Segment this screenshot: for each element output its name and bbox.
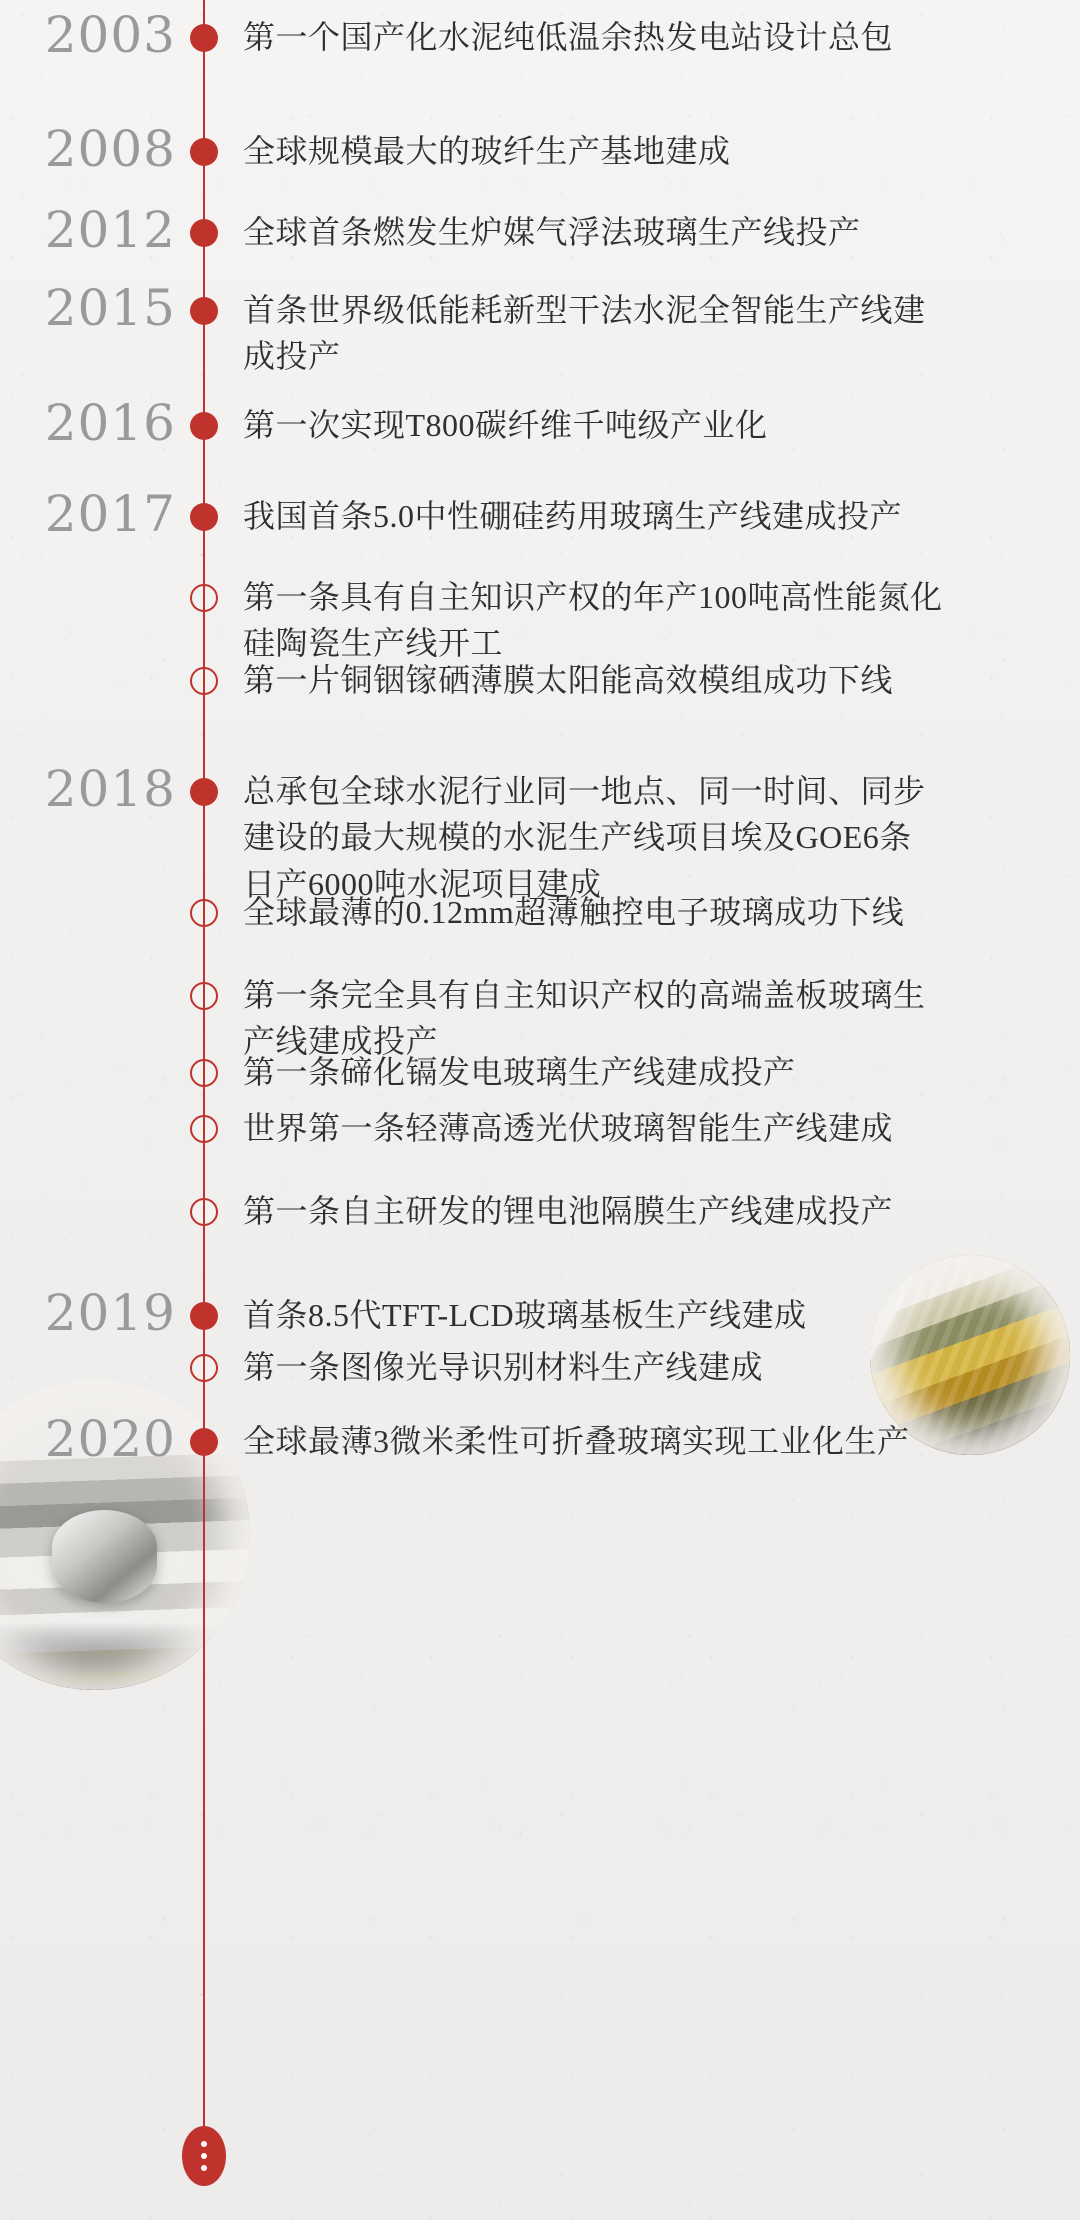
- timeline-entry-text: 第一个国产化水泥纯低温余热发电站设计总包: [243, 19, 894, 55]
- timeline-year-label: 2003: [44, 6, 176, 64]
- timeline-entry-text: 我国首条5.0中性硼硅药用玻璃生产线建成投产: [243, 498, 903, 534]
- timeline-entry-text: 第一条图像光导识别材料生产线建成: [243, 1349, 764, 1385]
- timeline-year-label: 2017: [44, 485, 176, 543]
- timeline-entry-text: 第一条碲化镉发电玻璃生产线建成投产: [243, 1054, 796, 1090]
- timeline-entry-text: 第一条完全具有自主知识产权的高端盖板玻璃生产线建成投产: [243, 977, 926, 1060]
- timeline-entry-text: 全球首条燃发生炉媒气浮法玻璃生产线投产: [243, 214, 861, 250]
- timeline-continues-icon: [182, 2126, 226, 2186]
- timeline-year-label: 2018: [44, 760, 176, 818]
- timeline-entry-text: 第一片铜铟镓硒薄膜太阳能高效模组成功下线: [243, 662, 894, 698]
- timeline-entry-text: 首条世界级低能耗新型干法水泥全智能生产线建成投产: [243, 292, 926, 375]
- timeline-entry-text: 第一条自主研发的锂电池隔膜生产线建成投产: [243, 1193, 894, 1229]
- timeline-year-label: 2015: [44, 279, 176, 337]
- timeline-year-label: 2020: [44, 1410, 176, 1468]
- timeline-entry-text: 世界第一条轻薄高透光伏玻璃智能生产线建成: [243, 1110, 894, 1146]
- timeline-year-label: 2008: [44, 120, 176, 178]
- timeline-entry-text: 第一次实现T800碳纤维千吨级产业化: [243, 407, 768, 443]
- timeline-entry-text: 总承包全球水泥行业同一地点、同一时间、同步建设的最大规模的水泥生产线项目埃及GOE6条日产6000吨水泥项目建成: [243, 773, 926, 902]
- timeline-entry-text: 全球最薄的0.12mm超薄触控电子玻璃成功下线: [243, 894, 905, 930]
- timeline-entry-text: 全球最薄3微米柔性可折叠玻璃实现工业化生产: [243, 1423, 910, 1459]
- timeline-year-label: 2019: [44, 1284, 176, 1342]
- timeline-entry-text: 第一条具有自主知识产权的年产100吨高性能氮化硅陶瓷生产线开工: [243, 579, 943, 662]
- timeline-axis: [203, 0, 205, 2128]
- timeline-entry-text: 首条8.5代TFT-LCD玻璃基板生产线建成: [243, 1297, 807, 1333]
- timeline-entry-text: 全球规模最大的玻纤生产基地建成: [243, 133, 731, 169]
- timeline-year-label: 2016: [44, 394, 176, 452]
- timeline-year-label: 2012: [44, 201, 176, 259]
